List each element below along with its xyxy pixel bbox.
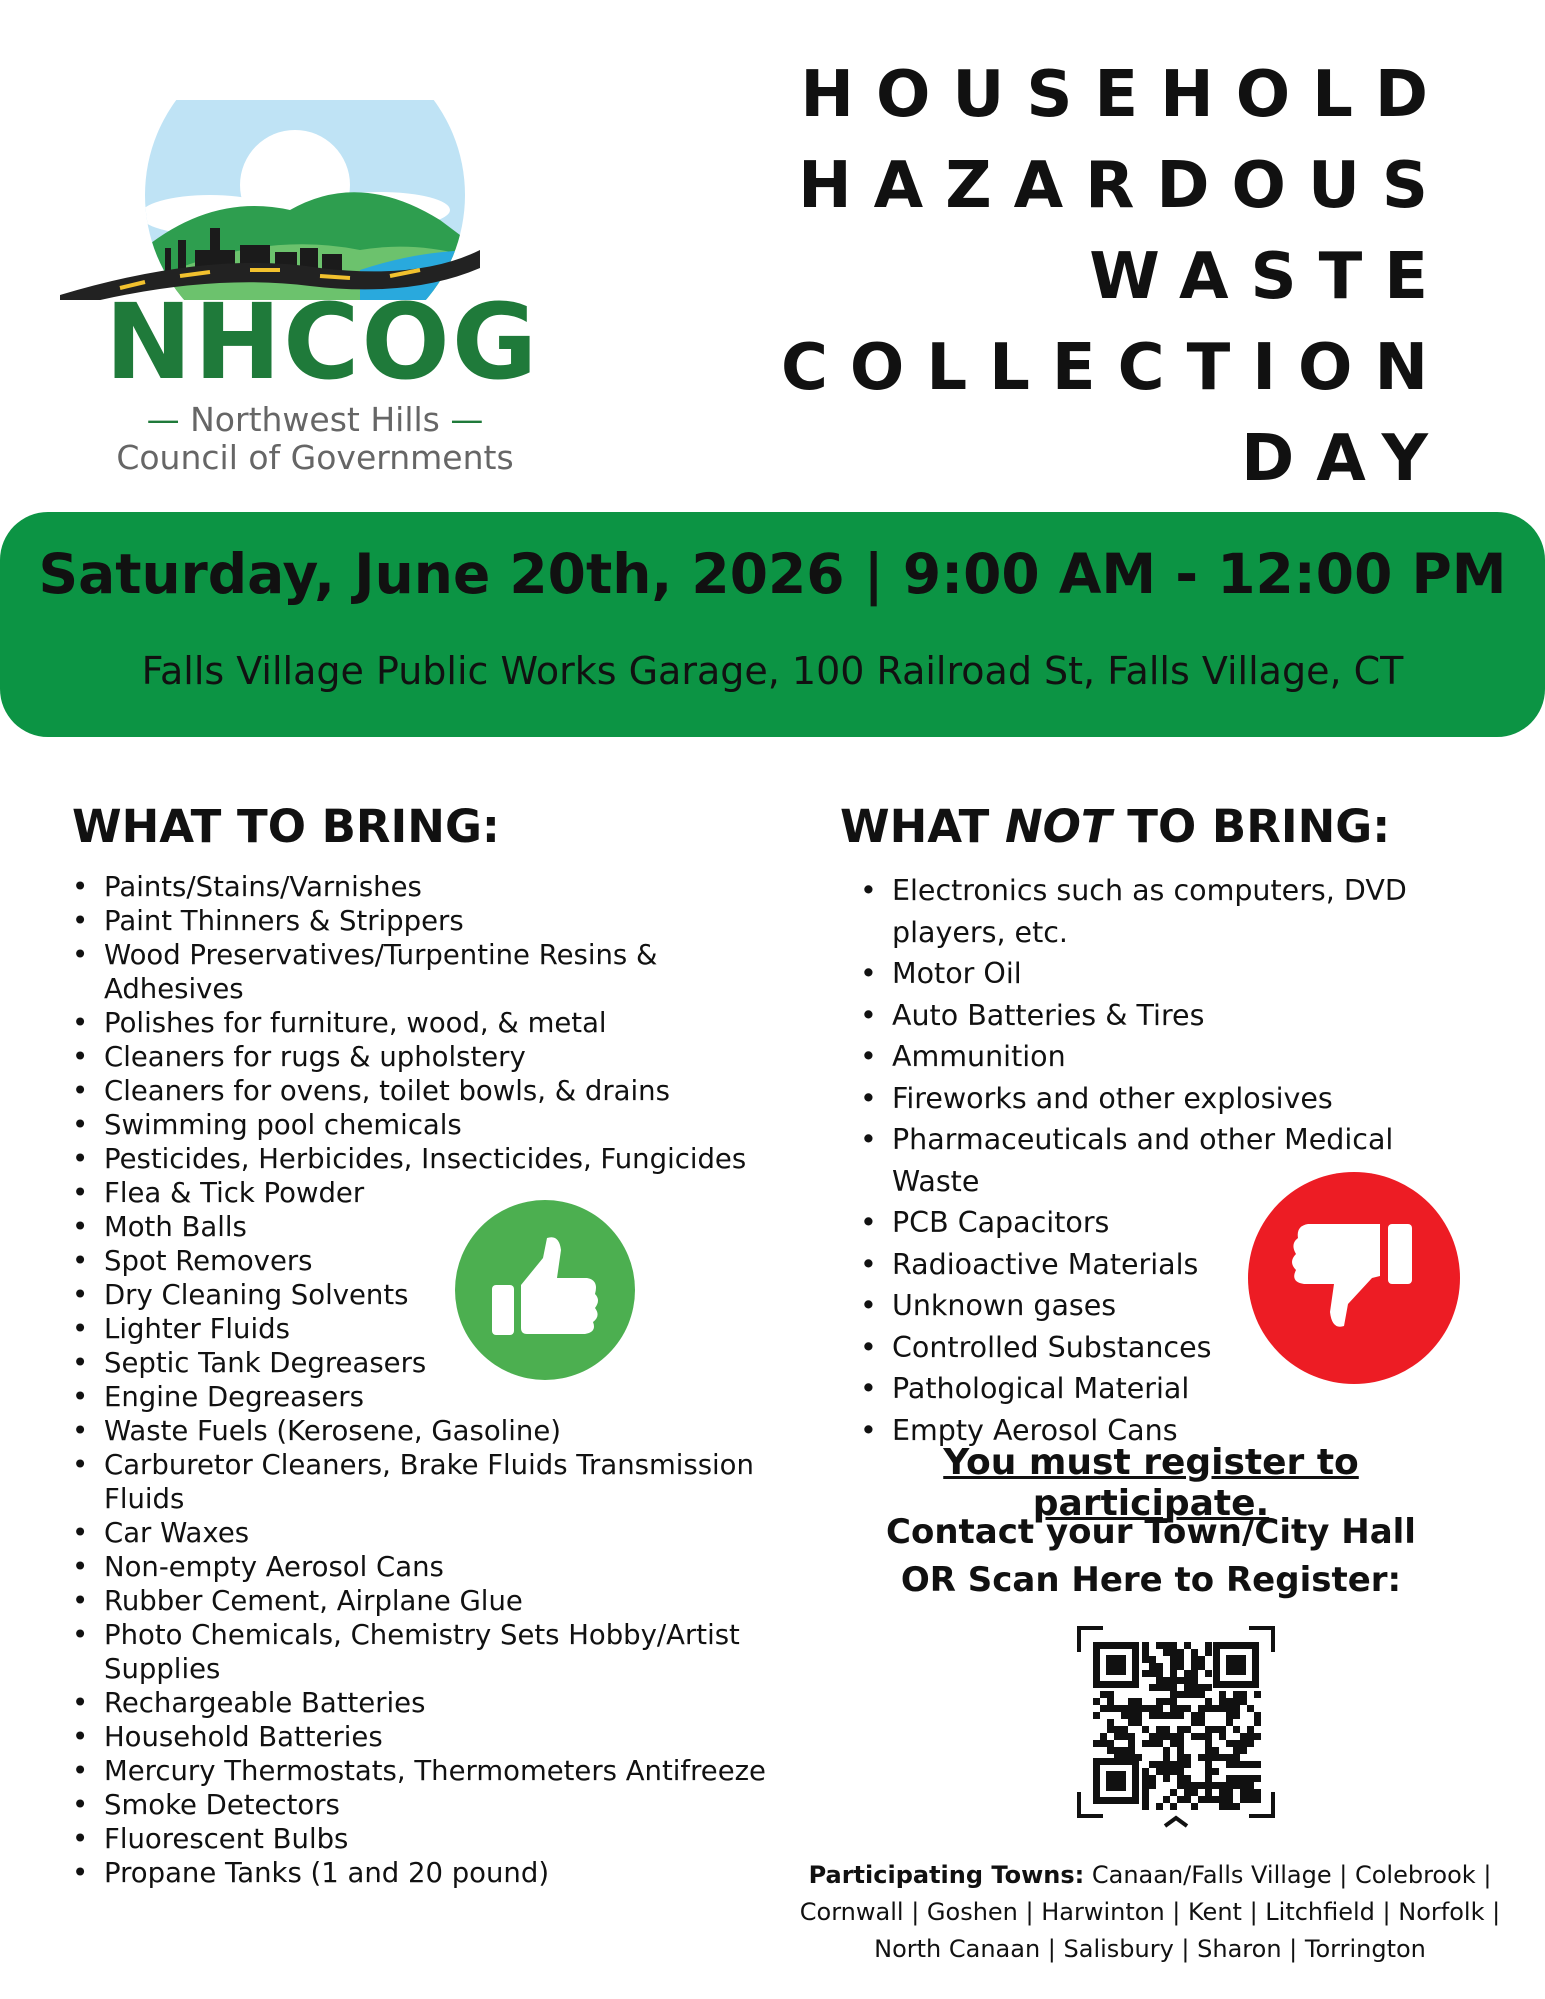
contact-line-2: OR Scan Here to Register: (900, 1560, 1402, 1600)
heading-pre: WHAT (840, 800, 1005, 853)
list-item: • Auto Batteries & Tires (860, 995, 1480, 1037)
towns-list: Canaan/Falls Village | Colebrook | Cornwall | Goshen | Harwinton | Kent | Litchfield | Norfolk | North Canaan | Salisbury | Sharon | Torrington (799, 1861, 1501, 1963)
list-item: • Propane Tanks (1 and 20 pound) (72, 1856, 772, 1890)
event-date-time: Saturday, June 20th, 2026 | 9:00 AM - 12:00 PM (38, 542, 1507, 606)
logo-landscape-graphic (60, 100, 540, 300)
list-item: • Septic Tank Degreasers (72, 1346, 772, 1380)
list-item: • Cleaners for rugs & upholstery (72, 1040, 772, 1074)
list-item: • Fluorescent Bulbs (72, 1822, 772, 1856)
logo-abbreviation: NHCOG (105, 281, 540, 403)
what-to-bring-list (72, 870, 772, 1890)
nhcog-logo (60, 100, 540, 480)
list-item: • Car Waxes (72, 1516, 772, 1550)
list-item: • Waste Fuels (Kerosene, Gasoline) (72, 1414, 772, 1448)
list-item: • Paints/Stains/Varnishes (72, 870, 772, 904)
logo-subtitle-line1 (105, 400, 525, 439)
title-line-4: COLLECTION (780, 331, 1450, 405)
list-item: • Polishes for furniture, wood, & metal (72, 1006, 772, 1040)
list-item: • Paint Thinners & Strippers (72, 904, 772, 938)
list-item: • Pesticides, Herbicides, Insecticides, Fungicides (72, 1142, 772, 1176)
list-item: • Household Batteries (72, 1720, 772, 1754)
list-item: • Non-empty Aerosol Cans (72, 1550, 772, 1584)
list-item: • Motor Oil (860, 953, 1480, 995)
list-item: • Spot Removers (72, 1244, 772, 1278)
logo-dash-right: — (439, 400, 484, 439)
register-contact (840, 1508, 1462, 1604)
list-item: • Flea & Tick Powder (72, 1176, 772, 1210)
title-line-3: WASTE (1089, 240, 1450, 314)
contact-line-1: Contact your Town/City Hall (886, 1512, 1416, 1552)
list-item: • Ammunition (860, 1036, 1480, 1078)
register-notice: You must register to participate. (943, 1442, 1359, 1524)
list-item: • Swimming pool chemicals (72, 1108, 772, 1142)
list-item: • Electronics such as computers, DVD players, etc. (860, 870, 1480, 953)
title-line-1: HOUSEHOLD (800, 58, 1450, 132)
page-title (781, 50, 1450, 505)
heading-post: TO BRING: (1111, 800, 1391, 853)
list-item: • Moth Balls (72, 1210, 772, 1244)
list-item: • Dry Cleaning Solvents (72, 1278, 772, 1312)
list-item: • Empty Aerosol Cans (860, 1410, 1480, 1452)
list-item: • Carburetor Cleaners, Brake Fluids Transmission Fluids (72, 1448, 772, 1516)
participating-towns (790, 1857, 1510, 1968)
list-item: • Pathological Material (860, 1368, 1480, 1410)
list-item: • Rubber Cement, Airplane Glue (72, 1584, 772, 1618)
logo-dash-left: — (146, 400, 191, 439)
heading-emphasis: NOT (1005, 800, 1112, 853)
what-not-to-bring-heading (840, 800, 1390, 853)
title-line-5: DAY (1241, 422, 1450, 496)
list-item: • Engine Degreasers (72, 1380, 772, 1414)
list-item: • Unknown gases (860, 1285, 1480, 1327)
thumbs-up-icon (455, 1200, 635, 1384)
registration-qr-code[interactable] (1073, 1622, 1279, 1836)
list-item: • Lighter Fluids (72, 1312, 772, 1346)
list-item: • Mercury Thermostats, Thermometers Antifreeze (72, 1754, 772, 1788)
logo-line1-text: Northwest Hills (190, 400, 440, 439)
title-line-2: HAZARDOUS (798, 149, 1450, 223)
list-item: • Cleaners for ovens, toilet bowls, & drains (72, 1074, 772, 1108)
logo-subtitle-line2: Council of Governments (116, 438, 514, 477)
what-to-bring-heading: WHAT TO BRING: (72, 800, 500, 853)
list-item: • Controlled Substances (860, 1327, 1480, 1369)
towns-label: Participating Towns: (808, 1861, 1085, 1889)
event-banner (0, 512, 1545, 737)
list-item: • Rechargeable Batteries (72, 1686, 772, 1720)
event-location: Falls Village Public Works Garage, 100 Railroad St, Falls Village, CT (141, 649, 1404, 693)
list-item: • Pharmaceuticals and other Medical Waste (860, 1119, 1480, 1202)
list-item: • Fireworks and other explosives (860, 1078, 1480, 1120)
thumbs-down-icon (1248, 1172, 1460, 1388)
list-item: • Wood Preservatives/Turpentine Resins & Adhesives (72, 938, 772, 1006)
list-item: • Photo Chemicals, Chemistry Sets Hobby/Artist Supplies (72, 1618, 772, 1686)
list-item: • Smoke Detectors (72, 1788, 772, 1822)
list-item: • Radioactive Materials (860, 1244, 1480, 1286)
list-item: • PCB Capacitors (860, 1202, 1480, 1244)
